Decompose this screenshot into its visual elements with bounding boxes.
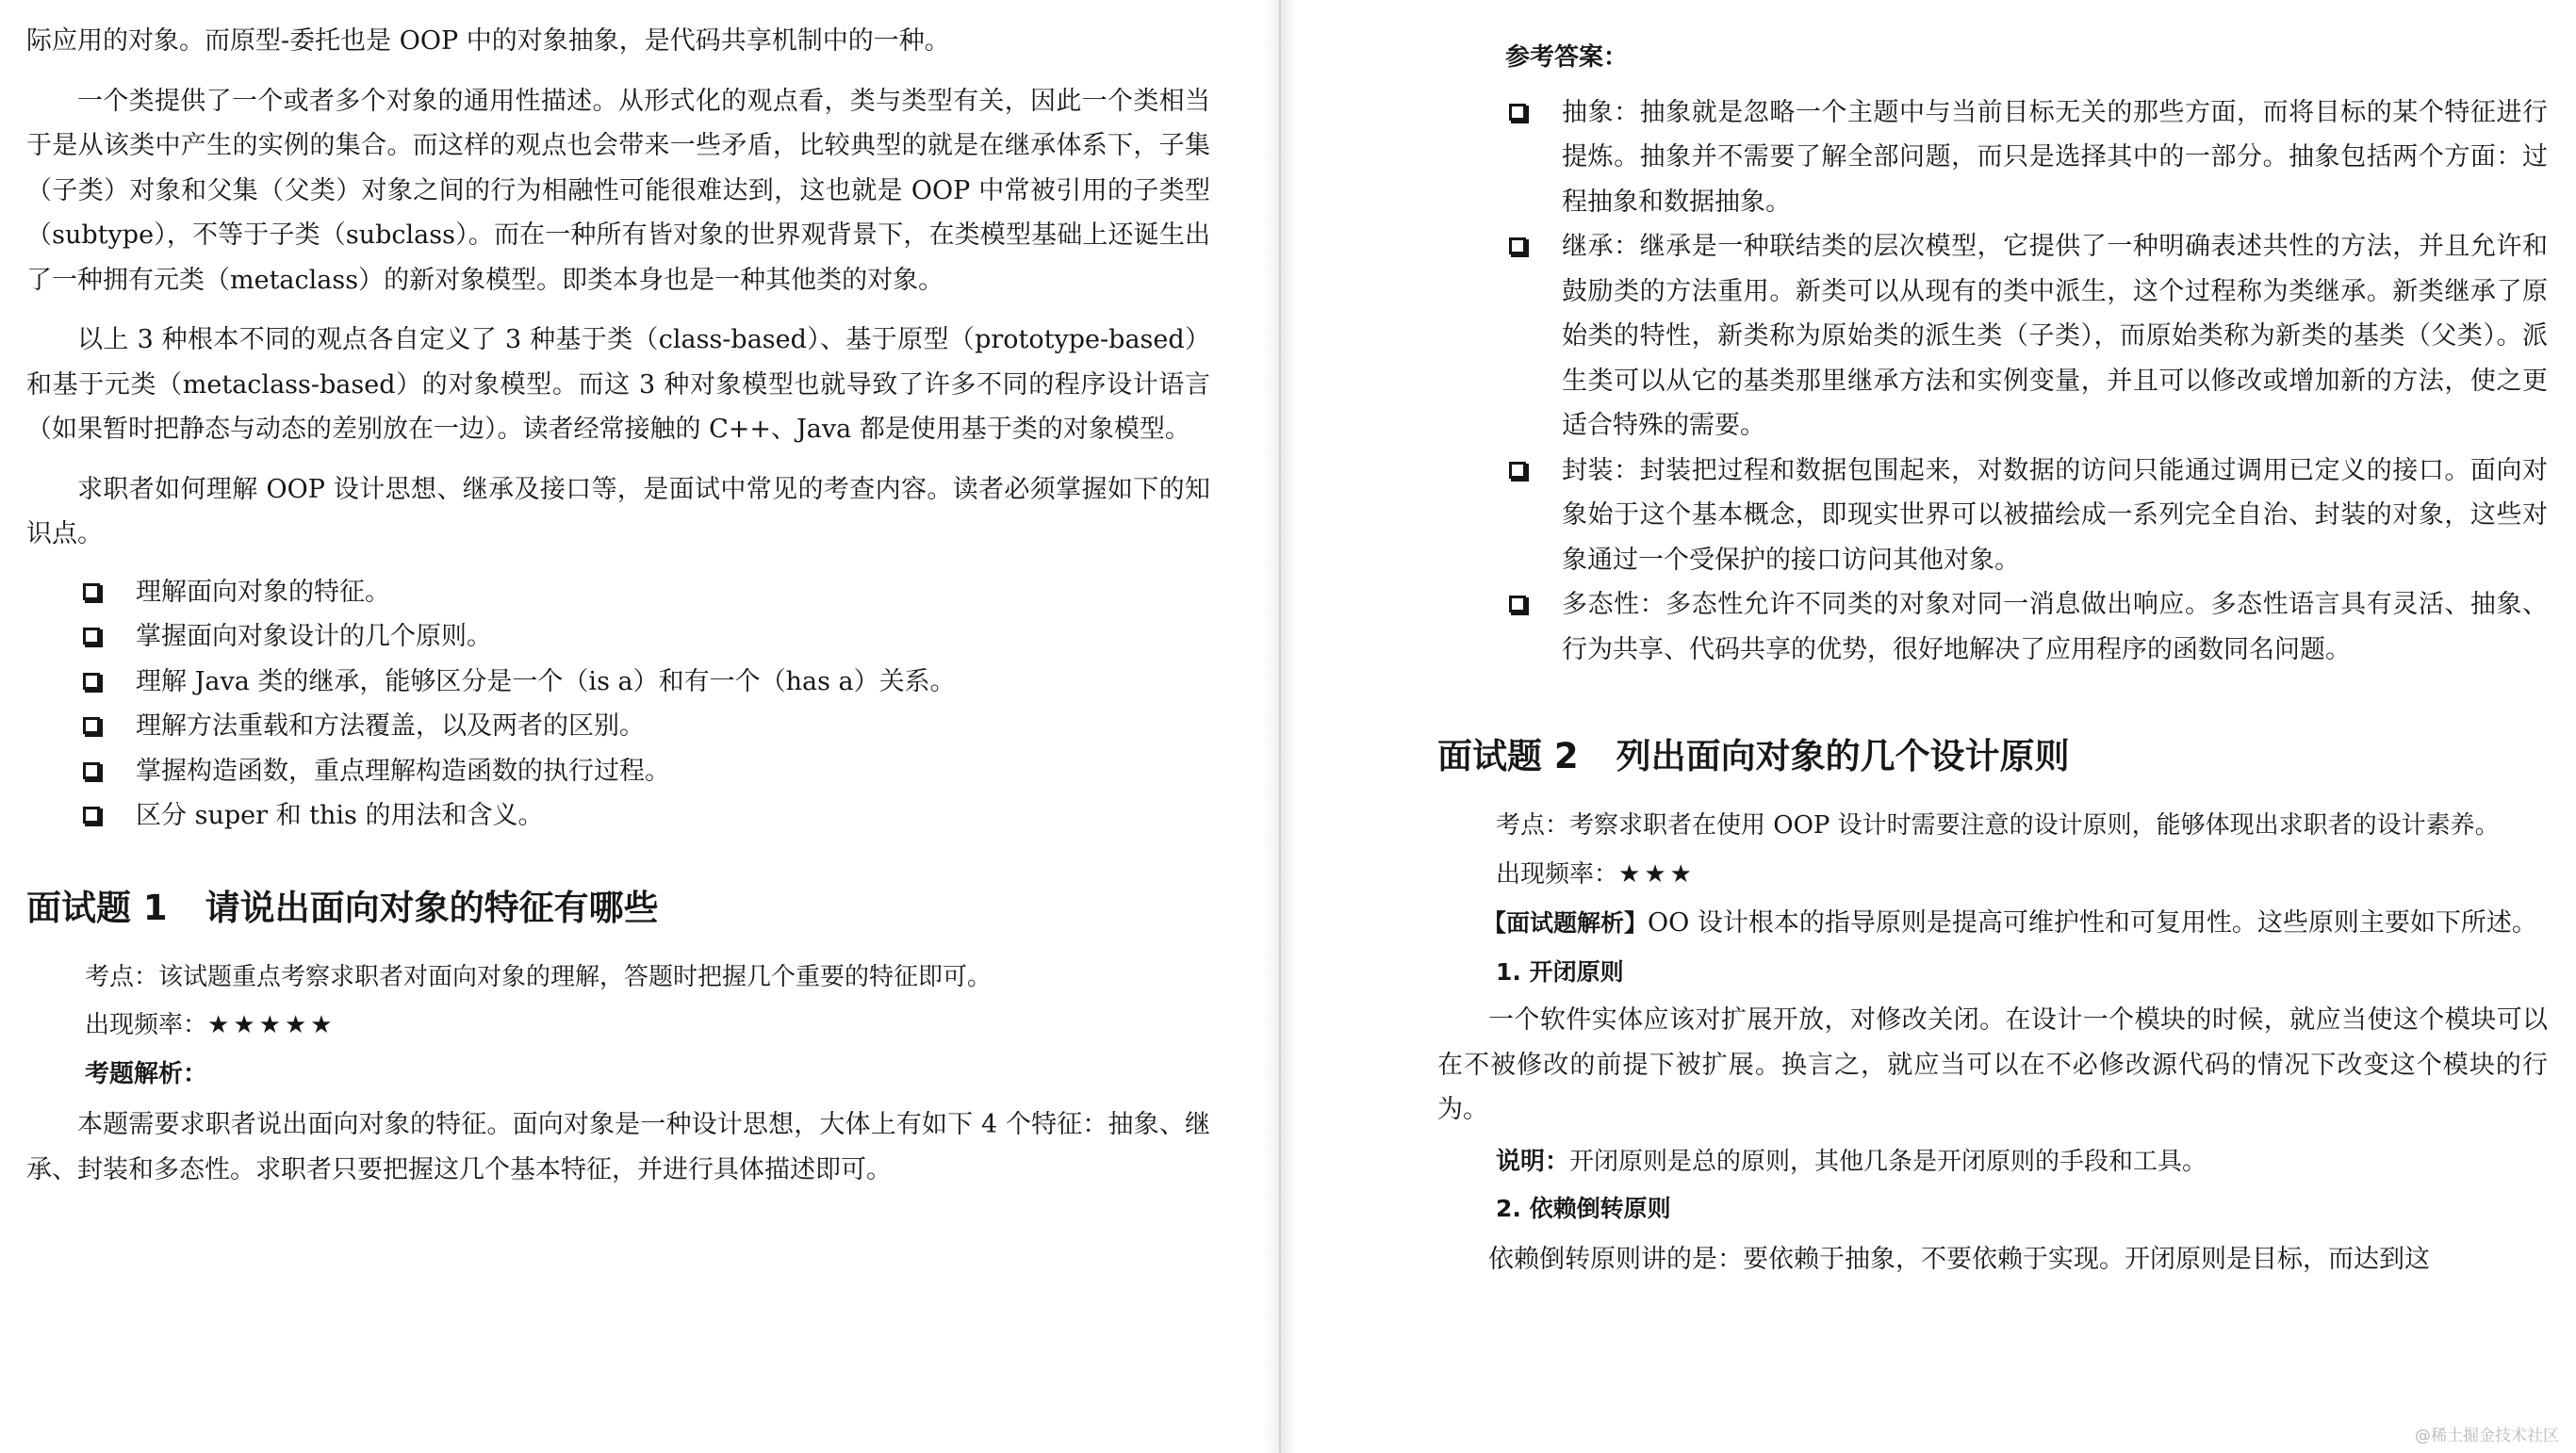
question-2-analysis: [1437, 901, 2548, 946]
checkbox-bullet-icon: [83, 717, 100, 734]
list-item: [83, 570, 1210, 615]
paragraph-knowledge-intro: 求职者如何理解 OOP 设计思想、继承及接口等，是面试中常见的考查内容。读者必须掌握如下的知识点。: [26, 474, 1210, 548]
question-1-heading: [26, 880, 1210, 937]
question-2-frequency: [1437, 853, 2548, 898]
question-title: 请说出面向对象的特征有哪些: [205, 887, 659, 928]
list-item-text: 掌握面向对象设计的几个原则。: [136, 622, 492, 651]
list-item-text: 抽象：抽象就是忽略一个主题中与当前目标无关的那些方面，而将目标的某个特征进行提炼。抽象并不需要了解全部问题，而只是选择其中的一部分。抽象包括两个方面：过程抽象和数据抽象。: [1562, 97, 2548, 217]
principle-2-heading: 2. 依赖倒转原则: [1496, 1195, 1671, 1222]
answer-label: 参考答案：: [1505, 43, 1629, 72]
question-2-kaodian: 考点：考察求职者在使用 OOP 设计时需要注意的设计原则，能够体现出求职者的设计素养。: [1496, 811, 2500, 840]
question-1-analysis-label: 考题解析：: [85, 1059, 208, 1088]
list-item: [1509, 90, 2548, 225]
checkbox-bullet-icon: [1509, 104, 1526, 121]
list-item: [83, 660, 1210, 705]
analysis-text: OO 设计根本的指导原则是提高可维护性和可复用性。这些原则主要如下所述。: [1648, 908, 2537, 938]
principle-1-heading: 1. 开闭原则: [1496, 957, 1624, 986]
list-item-text: 理解面向对象的特征。: [136, 577, 390, 607]
list-item: [1509, 582, 2548, 672]
frequency-stars: ★★★: [1618, 859, 1696, 889]
question-1-frequency: [26, 1004, 1210, 1049]
checkbox-bullet-icon: [83, 628, 100, 645]
list-item: [1509, 449, 2548, 583]
list-item: [83, 704, 1210, 749]
list-item-text: 继承：继承是一种联结类的层次模型，它提供了一种明确表述共性的方法，并且允许和鼓励类的方法重用。新类可以从现有的类中派生，这个过程称为类继承。新类继承了原始类的特性，新类称为原始类的派生类（子类），而原始类称为新类的基类（父类）。派生类可以从它的基类那里继承方法和实例变量，并且可以修改或增加新的方法，使之更适合特殊的需要。: [1562, 232, 2548, 440]
checkbox-bullet-icon: [1509, 462, 1526, 479]
list-item-text: 封装：封装把过程和数据包围起来，对数据的访问只能通过调用已定义的接口。面向对象始于这个基本概念，即现实世界可以被描绘成一系列完全自治、封装的对象，这些对象通过一个受保护的接口访问其他对象。: [1562, 455, 2548, 575]
list-item: [83, 793, 1210, 839]
analysis-label: 【面试题解析】: [1483, 909, 1649, 937]
list-item: [1509, 224, 2548, 449]
note-label: 说明：: [1496, 1147, 1570, 1176]
frequency-stars: ★★★★★: [207, 1011, 336, 1039]
note-text: 开闭原则是总的原则，其他几条是开闭原则的手段和工具。: [1569, 1147, 2207, 1176]
checkbox-bullet-icon: [83, 762, 100, 779]
paragraph-continued: 际应用的对象。而原型-委托也是 OOP 中的对象抽象，是代码共享机制中的一种。: [26, 26, 950, 56]
question-number: 面试题 2: [1437, 736, 1579, 776]
answer-list: [1509, 90, 2548, 673]
checkbox-bullet-icon: [1509, 596, 1526, 612]
question-2-heading: [1437, 728, 2548, 785]
left-page: [0, 0, 1263, 1453]
principle-1-note: [1437, 1140, 2548, 1185]
principle-2-text: 依赖倒转原则讲的是：要依赖于抽象，不要依赖于实现。开闭原则是目标，而达到这: [1488, 1244, 2430, 1274]
question-1-kaodian: 考点：该试题重点考察求职者对面向对象的理解，答题时把握几个重要的特征即可。: [85, 962, 993, 991]
list-item: [83, 749, 1210, 794]
list-item-text: 掌握构造函数，重点理解构造函数的执行过程。: [136, 756, 670, 786]
question-number: 面试题 1: [26, 887, 168, 928]
question-1-analysis: 本题需要求职者说出面向对象的特征。面向对象是一种设计思想，大体上有如下 4 个特征：抽象、继承、封装和多态性。求职者只要把握这几个基本特征，并进行具体描述即可。: [26, 1110, 1210, 1184]
checkbox-bullet-icon: [1509, 237, 1526, 254]
list-item-text: 区分 super 和 this 的用法和含义。: [136, 801, 544, 830]
frequency-label: 出现频率：: [85, 1011, 208, 1039]
paragraph-object-models: 以上 3 种根本不同的观点各自定义了 3 种基于类（class-based）、基于原型（prototype-based）和基于元类（metaclass-based）的对象模型。而这 3 种对象模型也就导致了许多不同的程序设计语言（如果暂时把静态与动态的差别放在一边）。读者经常接触的 C++、Java 都是使用基于类的对象模型。: [26, 325, 1210, 444]
checkbox-bullet-icon: [83, 807, 100, 824]
list-item: [83, 614, 1210, 660]
checkbox-bullet-icon: [83, 673, 100, 690]
checkbox-bullet-icon: [83, 583, 100, 600]
question-title: 列出面向对象的几个设计原则: [1616, 736, 2070, 776]
page-divider: [1279, 0, 1281, 1453]
frequency-label: 出现频率：: [1496, 859, 1619, 889]
paragraph-class-description: 一个类提供了一个或者多个对象的通用性描述。从形式化的观点看，类与类型有关，因此一个类相当于是从该类中产生的实例的集合。而这样的观点也会带来一些矛盾，比较典型的就是在继承体系下，子集（子类）对象和父集（父类）对象之间的行为相融性可能很难达到，这也就是 OOP 中常被引用的子类型（subtype），不等于子类（subclass）。而在一种所有皆对象的世界观背景下，在类模型基础上还诞生出了一种拥有元类（metaclass）的新对象模型。即类本身也是一种其他类的对象。: [26, 86, 1210, 295]
right-page: [1296, 0, 2576, 1453]
list-item-text: 多态性：多态性允许不同类的对象对同一消息做出响应。多态性语言具有灵活、抽象、行为共享、代码共享的优势，很好地解决了应用程序的函数同名问题。: [1562, 590, 2548, 664]
principle-1-text: 一个软件实体应该对扩展开放，对修改关闭。在设计一个模块的时候，就应当使这个模块可以在不被修改的前提下被扩展。换言之，就应当可以在不必修改源代码的情况下改变这个模块的行为。: [1437, 1005, 2548, 1124]
list-item-text: 理解 Java 类的继承，能够区分是一个（is a）和有一个（has a）关系。: [136, 666, 956, 696]
list-item-text: 理解方法重载和方法覆盖，以及两者的区别。: [136, 711, 645, 741]
knowledge-point-list: [83, 570, 1210, 839]
watermark: @稀土掘金技术社区: [2415, 1427, 2559, 1445]
